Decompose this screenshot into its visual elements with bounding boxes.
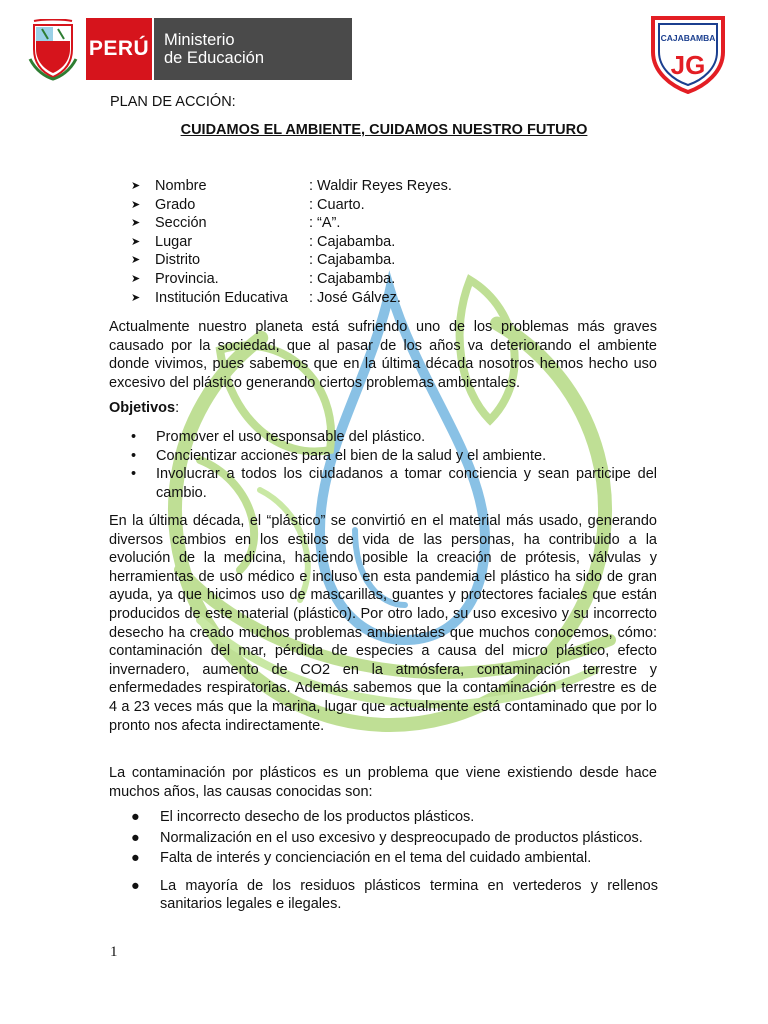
svg-text:CAJABAMBA: CAJABAMBA [660,33,716,43]
ministry-line-2: de Educación [164,49,264,67]
cause-text: El incorrecto desecho de los productos plásticos. [160,809,475,825]
main-title: CUIDAMOS EL AMBIENTE, CUIDAMOS NUESTRO FUTURO [180,122,588,138]
cause-text: La mayoría de los residuos plásticos termina en vertederos y rellenos sanitarios legales e ilegales. [160,877,658,913]
objectives-colon: : [175,400,180,416]
cause-item [131,877,658,914]
info-value: : Waldir Reyes Reyes. [309,178,452,194]
peru-label: PERÚ [86,18,152,80]
objective-text: Involucrar a todos los ciudadanos a tomar conciencia y sean participe del cambio. [156,466,657,501]
info-label: Nombre [155,178,207,194]
info-label: Institución Educativa [155,289,288,306]
peru-coat-of-arms-icon [28,19,78,81]
school-shield-icon [649,14,727,94]
objectives-heading [109,400,179,416]
bullet-icon: • [131,447,137,464]
ministry-line-1: Ministerio [164,31,235,49]
info-label: Distrito [155,252,201,269]
arrow-bullet-icon: ➤ [131,254,141,267]
arrow-bullet-icon: ➤ [131,291,141,304]
objective-item [131,447,657,466]
info-value: : Cajabamba. [309,270,396,287]
plan-title: PLAN DE ACCIÓN: [110,94,236,110]
arrow-bullet-icon: ➤ [131,217,141,230]
body-paragraph: En la última década, el “plástico” se convirtió en el material más usado, generando diversos cambios en los estilos de vida de las personas, ha contribuido a la evolución de la medicina, haciendo posible la creación de prótesis, válvulas y herramientas de uso médico e incluso en esta pandemia el plástico ha sido de gran ayuda, ya que hicimos uso de mascarillas, guantes y protectores faciales que están producidos de este material (plástico). Por otro lado, su uso excesivo y su incorrecto desecho ha creado muchos problemas ambientales que muchos conocemos, cómo: contaminación del mar, pérdida de especies a causa del micro plástico, efecto invernadero, aumento de CO2 en la atmósfera, contaminación terrestre y enfermedades respiratorias. Además sabemos que la contaminación terrestre es de 4 a 23 veces más que la marina, lugar que actualmente está contaminado que por lo pronto nos afecta indirectamente. [109,513,657,734]
arrow-bullet-icon: ➤ [131,272,141,285]
info-value: : “A”. [309,215,341,232]
bullet-icon: ● [131,809,140,825]
info-label: Sección [155,215,207,232]
arrow-bullet-icon: ➤ [131,198,141,211]
info-label: Grado [155,196,196,213]
page-number: 1 [110,944,118,960]
info-label: Lugar [155,233,193,250]
arrow-bullet-icon: ➤ [131,235,141,248]
causes-intro-paragraph: La contaminación por plásticos es un problema que viene existiendo desde hace muchos años, las causas conocidas son: [109,765,657,800]
arrow-bullet-icon: ➤ [131,180,141,192]
bullet-icon: ● [131,877,140,894]
bullet-icon: • [131,429,137,445]
objective-text: Concientizar acciones para el bien de la salud y el ambiente. [156,447,547,464]
info-label: Provincia. [155,270,219,287]
info-value: : Cuarto. [309,196,365,213]
bullet-icon: ● [131,850,140,867]
objectives-label: Objetivos [109,400,176,416]
objective-item [131,428,657,447]
info-value: : Cajabamba. [309,252,396,269]
svg-text:JG: JG [670,50,706,80]
bullet-icon: • [131,466,137,483]
intro-paragraph: Actualmente nuestro planeta está sufriendo uno de los problemas más graves causado por la sociedad, que al pasar de los años va deteriorando el ambiente donde vivimos, pues sabemos que en la última década nosotros hemos hecho uso excesivo del plástico generando ciertos problemas ambientales. [109,319,657,391]
objective-item [131,465,657,502]
cause-item [131,808,658,827]
causes-list [131,808,658,916]
document-header [28,16,264,84]
ministry-label [154,18,352,80]
info-value: : José Gálvez. [309,289,401,306]
cause-item [131,829,658,848]
info-value: : Cajabamba. [309,233,396,250]
objectives-list [131,428,657,502]
objective-text: Promover el uso responsable del plástico. [156,429,426,445]
cause-text: Normalización en el uso excesivo y despreocupado de productos plásticos. [160,829,643,846]
bullet-icon: ● [131,829,140,846]
cause-text: Falta de interés y concienciación en el tema del cuidado ambiental. [160,850,592,867]
cause-item [131,849,658,868]
